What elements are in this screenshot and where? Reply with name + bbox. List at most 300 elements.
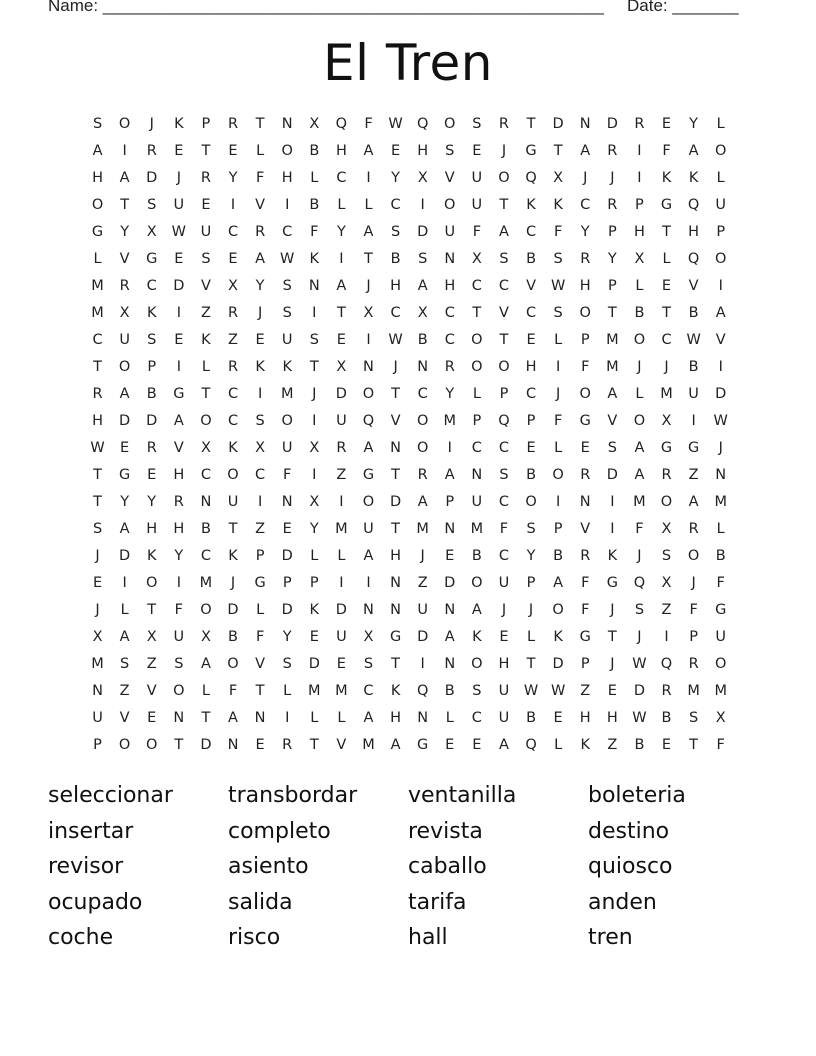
grid-letter[interactable]: P xyxy=(282,575,292,591)
grid-letter[interactable]: D xyxy=(308,656,320,672)
grid-letter[interactable]: T xyxy=(364,251,373,267)
grid-letter[interactable]: J xyxy=(637,359,642,375)
grid-letter[interactable]: X xyxy=(417,170,428,186)
grid-letter[interactable]: D xyxy=(146,170,158,186)
grid-letter[interactable]: O xyxy=(471,656,483,672)
grid-letter[interactable]: M xyxy=(416,521,429,537)
grid-letter[interactable]: O xyxy=(416,440,429,456)
grid-letter[interactable]: B xyxy=(146,386,157,402)
grid-letter[interactable]: P xyxy=(445,494,455,510)
grid-letter[interactable]: V xyxy=(336,737,347,753)
grid-letter[interactable]: O xyxy=(471,575,483,591)
grid-letter[interactable]: B xyxy=(526,251,537,267)
grid-letter[interactable]: J xyxy=(393,359,398,375)
grid-letter[interactable]: T xyxy=(93,494,102,510)
grid-letter[interactable]: T xyxy=(391,521,400,537)
grid-letter[interactable]: T xyxy=(472,305,482,321)
grid-letter[interactable]: J xyxy=(95,548,100,564)
grid-letter[interactable]: X xyxy=(200,629,211,645)
grid-letter[interactable]: A xyxy=(119,170,130,186)
grid-letter[interactable]: O xyxy=(227,656,239,672)
grid-letter[interactable]: N xyxy=(173,710,185,726)
grid-letter[interactable]: K xyxy=(580,737,590,753)
grid-letter[interactable]: T xyxy=(93,467,102,483)
grid-letter[interactable]: T xyxy=(228,521,238,537)
grid-letter[interactable]: F xyxy=(255,170,265,186)
grid-letter[interactable]: O xyxy=(118,359,131,375)
grid-letter[interactable]: E xyxy=(472,737,482,753)
grid-letter[interactable]: U xyxy=(119,332,130,348)
grid-letter[interactable]: S xyxy=(499,467,509,483)
grid-letter[interactable]: S xyxy=(661,548,672,564)
grid-letter[interactable]: N xyxy=(444,656,456,672)
grid-letter[interactable]: B xyxy=(309,197,320,213)
grid-letter[interactable]: M xyxy=(91,305,104,321)
grid-letter[interactable]: N xyxy=(390,575,401,591)
grid-letter[interactable]: Z xyxy=(228,332,238,348)
grid-letter[interactable]: O xyxy=(471,332,483,348)
grid-letter[interactable]: S xyxy=(147,197,157,213)
grid-letter[interactable]: Y xyxy=(391,170,400,186)
grid-letter[interactable]: V xyxy=(444,170,455,186)
grid-letter[interactable]: R xyxy=(661,467,672,483)
grid-letter[interactable]: E xyxy=(228,251,238,267)
grid-letter[interactable]: T xyxy=(93,359,102,375)
grid-letter[interactable]: Y xyxy=(689,116,699,132)
grid-letter[interactable]: V xyxy=(607,413,618,429)
grid-letter[interactable]: G xyxy=(525,143,537,159)
grid-letter[interactable]: R xyxy=(498,116,509,132)
grid-letter[interactable]: R xyxy=(92,386,103,402)
grid-letter[interactable]: L xyxy=(310,548,319,564)
grid-letter[interactable]: E xyxy=(147,467,157,483)
grid-letter[interactable]: A xyxy=(363,143,374,159)
grid-letter[interactable]: E xyxy=(201,197,211,213)
grid-letter[interactable]: W xyxy=(388,116,403,132)
grid-letter[interactable]: A xyxy=(634,440,645,456)
grid-letter[interactable]: T xyxy=(391,656,400,672)
grid-letter[interactable]: Y xyxy=(255,278,265,294)
grid-letter[interactable]: H xyxy=(281,170,293,186)
grid-letter[interactable]: H xyxy=(579,278,591,294)
name-field[interactable]: Name: _____________________________________________________ xyxy=(48,0,604,15)
grid-letter[interactable]: A xyxy=(173,413,184,429)
grid-letter[interactable]: F xyxy=(364,116,373,132)
grid-letter[interactable]: O xyxy=(146,737,158,753)
grid-letter[interactable]: B xyxy=(228,629,238,645)
grid-letter[interactable]: Q xyxy=(687,251,700,267)
grid-letter[interactable]: E xyxy=(499,629,509,645)
grid-letter[interactable]: E xyxy=(661,737,672,753)
grid-letter[interactable]: Z xyxy=(146,656,157,672)
grid-letter[interactable]: M xyxy=(714,683,727,699)
grid-letter[interactable]: R xyxy=(661,683,672,699)
grid-letter[interactable]: O xyxy=(281,413,293,429)
grid-letter[interactable]: J xyxy=(230,575,236,591)
grid-letter[interactable]: W xyxy=(171,224,186,240)
grid-letter[interactable]: J xyxy=(366,278,371,294)
grid-letter[interactable]: J xyxy=(257,305,263,321)
grid-letter[interactable]: A xyxy=(363,224,374,240)
grid-letter[interactable]: P xyxy=(255,548,265,564)
grid-letter[interactable]: Q xyxy=(687,197,700,213)
grid-letter[interactable]: U xyxy=(498,683,510,699)
grid-letter[interactable]: E xyxy=(390,143,401,159)
grid-letter[interactable]: N xyxy=(92,683,103,699)
grid-letter[interactable]: T xyxy=(499,197,509,213)
grid-letter[interactable]: W xyxy=(632,710,647,726)
grid-letter[interactable]: G xyxy=(579,629,591,645)
grid-letter[interactable]: V xyxy=(200,278,211,294)
grid-letter[interactable]: A xyxy=(417,494,428,510)
grid-letter[interactable]: T xyxy=(201,143,211,159)
grid-letter[interactable]: C xyxy=(390,197,401,213)
grid-letter[interactable]: V xyxy=(119,251,130,267)
grid-letter[interactable]: M xyxy=(633,494,646,510)
grid-letter[interactable]: A xyxy=(715,305,726,321)
grid-letter[interactable]: N xyxy=(471,467,483,483)
grid-letter[interactable]: E xyxy=(661,116,672,132)
grid-letter[interactable]: V xyxy=(390,413,401,429)
grid-letter[interactable]: U xyxy=(227,494,239,510)
grid-letter[interactable]: M xyxy=(470,521,484,537)
grid-letter[interactable]: I xyxy=(339,575,344,591)
grid-letter[interactable]: S xyxy=(201,251,211,267)
grid-letter[interactable]: C xyxy=(471,440,482,456)
grid-letter[interactable]: Q xyxy=(660,656,673,672)
grid-letter[interactable]: W xyxy=(632,656,647,672)
grid-letter[interactable]: H xyxy=(390,710,402,726)
grid-letter[interactable]: X xyxy=(92,629,103,645)
grid-letter[interactable]: Q xyxy=(525,737,537,753)
grid-letter[interactable]: A xyxy=(255,251,266,267)
grid-letter[interactable]: Z xyxy=(336,467,347,483)
grid-letter[interactable]: X xyxy=(146,224,157,240)
grid-letter[interactable]: L xyxy=(337,548,346,564)
grid-letter[interactable]: Y xyxy=(147,494,157,510)
grid-letter[interactable]: J xyxy=(556,386,561,402)
grid-letter[interactable]: T xyxy=(391,467,400,483)
grid-letter[interactable]: I xyxy=(230,197,236,213)
grid-letter[interactable]: I xyxy=(637,170,642,186)
grid-letter[interactable]: V xyxy=(255,197,266,213)
grid-letter[interactable]: Y xyxy=(336,224,346,240)
grid-letter[interactable]: Q xyxy=(498,413,510,429)
grid-letter[interactable]: H xyxy=(390,278,402,294)
grid-letter[interactable]: I xyxy=(176,575,181,591)
grid-letter[interactable]: V xyxy=(498,305,509,321)
grid-letter[interactable]: T xyxy=(607,629,617,645)
grid-letter[interactable]: N xyxy=(579,494,591,510)
grid-letter[interactable]: D xyxy=(417,629,429,645)
grid-letter[interactable]: L xyxy=(310,710,319,726)
grid-letter[interactable]: M xyxy=(714,494,727,510)
grid-letter[interactable]: C xyxy=(444,332,455,348)
grid-letter[interactable]: O xyxy=(498,359,510,375)
grid-letter[interactable]: U xyxy=(336,413,347,429)
grid-letter[interactable]: R xyxy=(119,278,130,294)
grid-letter[interactable]: V xyxy=(688,278,699,294)
grid-letter[interactable]: H xyxy=(92,413,103,429)
grid-letter[interactable]: T xyxy=(607,305,617,321)
grid-letter[interactable]: G xyxy=(687,440,700,456)
grid-letter[interactable]: L xyxy=(120,602,129,618)
grid-letter[interactable]: N xyxy=(444,521,456,537)
grid-letter[interactable]: F xyxy=(716,737,725,753)
grid-letter[interactable]: O xyxy=(227,467,239,483)
grid-letter[interactable]: O xyxy=(471,359,483,375)
grid-letter[interactable]: L xyxy=(716,170,725,186)
grid-letter[interactable]: M xyxy=(606,359,619,375)
grid-letter[interactable]: X xyxy=(146,629,157,645)
grid-letter[interactable]: A xyxy=(553,575,564,591)
grid-letter[interactable]: B xyxy=(634,305,645,321)
grid-letter[interactable]: J xyxy=(149,116,154,132)
grid-letter[interactable]: C xyxy=(661,332,672,348)
grid-letter[interactable]: A xyxy=(200,656,211,672)
grid-letter[interactable]: Z xyxy=(200,305,211,321)
grid-letter[interactable]: T xyxy=(309,359,319,375)
grid-letter[interactable]: D xyxy=(552,116,564,132)
grid-letter[interactable]: A xyxy=(390,737,401,753)
grid-letter[interactable]: K xyxy=(146,305,157,321)
grid-letter[interactable]: J xyxy=(501,602,507,618)
grid-letter[interactable]: A xyxy=(363,440,374,456)
grid-letter[interactable]: E xyxy=(336,656,346,672)
grid-letter[interactable]: S xyxy=(553,251,563,267)
grid-letter[interactable]: F xyxy=(635,521,644,537)
grid-letter[interactable]: R xyxy=(282,737,293,753)
grid-letter[interactable]: S xyxy=(390,224,401,240)
grid-letter[interactable]: Z xyxy=(661,602,672,618)
grid-letter[interactable]: J xyxy=(95,602,100,618)
grid-letter[interactable]: I xyxy=(312,413,317,429)
grid-letter[interactable]: W xyxy=(90,440,105,456)
grid-letter[interactable]: A xyxy=(607,386,618,402)
grid-letter[interactable]: S xyxy=(92,116,103,132)
grid-letter[interactable]: J xyxy=(420,548,425,564)
grid-letter[interactable]: O xyxy=(200,602,212,618)
grid-letter[interactable]: O xyxy=(579,305,591,321)
grid-letter[interactable]: I xyxy=(366,170,371,186)
grid-letter[interactable]: O xyxy=(444,116,456,132)
grid-letter[interactable]: C xyxy=(498,494,510,510)
grid-letter[interactable]: K xyxy=(553,629,563,645)
grid-letter[interactable]: U xyxy=(417,602,428,618)
grid-letter[interactable]: J xyxy=(610,602,615,618)
grid-letter[interactable]: N xyxy=(254,710,266,726)
grid-letter[interactable]: V xyxy=(526,278,536,294)
grid-letter[interactable]: G xyxy=(660,197,673,213)
grid-letter[interactable]: O xyxy=(91,197,104,213)
grid-letter[interactable]: C xyxy=(498,278,510,294)
grid-letter[interactable]: S xyxy=(282,305,292,321)
grid-letter[interactable]: B xyxy=(309,143,320,159)
grid-letter[interactable]: B xyxy=(200,521,211,537)
grid-letter[interactable]: N xyxy=(390,602,401,618)
grid-letter[interactable]: F xyxy=(662,143,671,159)
grid-letter[interactable]: M xyxy=(91,278,104,294)
grid-letter[interactable]: C xyxy=(498,548,510,564)
grid-letter[interactable]: L xyxy=(337,197,346,213)
grid-letter[interactable]: T xyxy=(147,602,157,618)
grid-letter[interactable]: N xyxy=(579,116,591,132)
grid-letter[interactable]: G xyxy=(254,575,266,591)
grid-letter[interactable]: K xyxy=(553,197,563,213)
grid-letter[interactable]: I xyxy=(718,359,723,375)
grid-letter[interactable]: H xyxy=(92,170,103,186)
grid-letter[interactable]: T xyxy=(499,332,509,348)
grid-letter[interactable]: L xyxy=(527,629,536,645)
grid-letter[interactable]: V xyxy=(255,656,266,672)
grid-letter[interactable]: T xyxy=(255,116,265,132)
grid-letter[interactable]: L xyxy=(364,197,373,213)
grid-letter[interactable]: R xyxy=(146,143,157,159)
grid-letter[interactable]: U xyxy=(471,494,483,510)
grid-letter[interactable]: O xyxy=(687,548,700,564)
grid-letter[interactable]: N xyxy=(444,602,456,618)
grid-letter[interactable]: L xyxy=(283,683,292,699)
grid-letter[interactable]: D xyxy=(200,737,212,753)
grid-letter[interactable]: C xyxy=(336,170,347,186)
grid-letter[interactable]: M xyxy=(199,575,213,591)
grid-letter[interactable]: E xyxy=(228,143,238,159)
grid-letter[interactable]: D xyxy=(227,602,239,618)
grid-letter[interactable]: U xyxy=(498,575,510,591)
grid-letter[interactable]: H xyxy=(579,710,591,726)
grid-letter[interactable]: I xyxy=(664,629,669,645)
grid-letter[interactable]: E xyxy=(255,737,265,753)
grid-letter[interactable]: T xyxy=(391,386,400,402)
grid-letter[interactable]: L xyxy=(554,332,563,348)
grid-letter[interactable]: S xyxy=(147,332,157,348)
grid-letter[interactable]: E xyxy=(282,521,292,537)
grid-letter[interactable]: X xyxy=(553,170,564,186)
grid-letter[interactable]: P xyxy=(526,413,536,429)
grid-letter[interactable]: F xyxy=(499,521,509,537)
grid-letter[interactable]: S xyxy=(634,602,645,618)
grid-letter[interactable]: O xyxy=(579,386,591,402)
grid-letter[interactable]: R xyxy=(634,116,645,132)
grid-letter[interactable]: F xyxy=(255,629,265,645)
grid-letter[interactable]: L xyxy=(256,602,265,618)
grid-letter[interactable]: P xyxy=(580,656,590,672)
grid-letter[interactable]: C xyxy=(525,386,537,402)
grid-letter[interactable]: R xyxy=(227,305,239,321)
grid-letter[interactable]: J xyxy=(610,656,615,672)
grid-letter[interactable]: V xyxy=(119,710,130,726)
grid-letter[interactable]: D xyxy=(281,548,293,564)
grid-letter[interactable]: L xyxy=(445,710,454,726)
grid-letter[interactable]: E xyxy=(255,332,265,348)
grid-letter[interactable]: J xyxy=(501,143,507,159)
grid-letter[interactable]: L xyxy=(201,359,210,375)
grid-letter[interactable]: R xyxy=(227,116,239,132)
grid-letter[interactable]: O xyxy=(714,251,727,267)
grid-letter[interactable]: C xyxy=(200,548,211,564)
grid-letter[interactable]: E xyxy=(336,332,346,348)
grid-letter[interactable]: H xyxy=(146,521,158,537)
grid-letter[interactable]: E xyxy=(174,143,184,159)
grid-letter[interactable]: D xyxy=(335,386,347,402)
grid-letter[interactable]: T xyxy=(309,737,319,753)
grid-letter[interactable]: D xyxy=(146,413,158,429)
grid-letter[interactable]: W xyxy=(550,278,566,294)
grid-letter[interactable]: O xyxy=(118,116,131,132)
grid-letter[interactable]: G xyxy=(660,440,673,456)
grid-letter[interactable]: Y xyxy=(120,224,130,240)
grid-letter[interactable]: H xyxy=(417,143,429,159)
grid-letter[interactable]: J xyxy=(610,170,615,186)
grid-letter[interactable]: L xyxy=(554,737,563,753)
grid-letter[interactable]: K xyxy=(472,629,482,645)
grid-letter[interactable]: R xyxy=(607,197,618,213)
grid-letter[interactable]: Z xyxy=(607,737,618,753)
grid-letter[interactable]: X xyxy=(661,413,672,429)
grid-letter[interactable]: W xyxy=(280,251,295,267)
grid-letter[interactable]: B xyxy=(390,251,401,267)
grid-letter[interactable]: M xyxy=(687,683,700,699)
grid-letter[interactable]: A xyxy=(634,467,645,483)
grid-letter[interactable]: T xyxy=(201,710,211,726)
grid-letter[interactable]: L xyxy=(635,278,644,294)
grid-letter[interactable]: K xyxy=(309,251,320,267)
grid-letter[interactable]: A xyxy=(363,548,374,564)
grid-letter[interactable]: S xyxy=(472,116,482,132)
grid-letter[interactable]: Y xyxy=(228,170,238,186)
grid-letter[interactable]: N xyxy=(390,440,401,456)
grid-letter[interactable]: U xyxy=(173,197,185,213)
grid-letter[interactable]: U xyxy=(92,710,103,726)
grid-letter[interactable]: B xyxy=(661,710,672,726)
grid-letter[interactable]: G xyxy=(389,629,402,645)
grid-letter[interactable]: U xyxy=(688,386,699,402)
grid-letter[interactable]: P xyxy=(201,116,211,132)
grid-letter[interactable]: M xyxy=(280,386,294,402)
grid-letter[interactable]: I xyxy=(312,467,317,483)
grid-letter[interactable]: U xyxy=(173,629,185,645)
grid-letter[interactable]: H xyxy=(444,278,456,294)
grid-letter[interactable]: X xyxy=(228,278,238,294)
grid-letter[interactable]: I xyxy=(285,710,290,726)
grid-letter[interactable]: J xyxy=(691,575,696,591)
grid-letter[interactable]: B xyxy=(526,467,537,483)
grid-letter[interactable]: N xyxy=(363,359,374,375)
grid-letter[interactable]: G xyxy=(715,602,727,618)
grid-letter[interactable]: S xyxy=(120,656,130,672)
grid-letter[interactable]: O xyxy=(552,602,564,618)
grid-letter[interactable]: W xyxy=(686,332,701,348)
grid-letter[interactable]: P xyxy=(716,224,726,240)
grid-letter[interactable]: O xyxy=(660,494,673,510)
grid-letter[interactable]: F xyxy=(716,575,725,591)
grid-letter[interactable]: U xyxy=(281,332,293,348)
grid-letter[interactable]: F xyxy=(228,683,238,699)
grid-letter[interactable]: L xyxy=(662,251,671,267)
grid-letter[interactable]: I xyxy=(176,359,181,375)
grid-letter[interactable]: R xyxy=(688,656,699,672)
grid-letter[interactable]: S xyxy=(282,656,292,672)
grid-letter[interactable]: D xyxy=(281,602,293,618)
grid-letter[interactable]: T xyxy=(174,737,184,753)
grid-letter[interactable]: X xyxy=(336,359,347,375)
grid-letter[interactable]: L xyxy=(716,116,725,132)
grid-letter[interactable]: Z xyxy=(580,683,591,699)
grid-letter[interactable]: F xyxy=(553,413,563,429)
grid-letter[interactable]: K xyxy=(661,170,672,186)
grid-letter[interactable]: R xyxy=(580,548,591,564)
grid-letter[interactable]: C xyxy=(580,197,591,213)
